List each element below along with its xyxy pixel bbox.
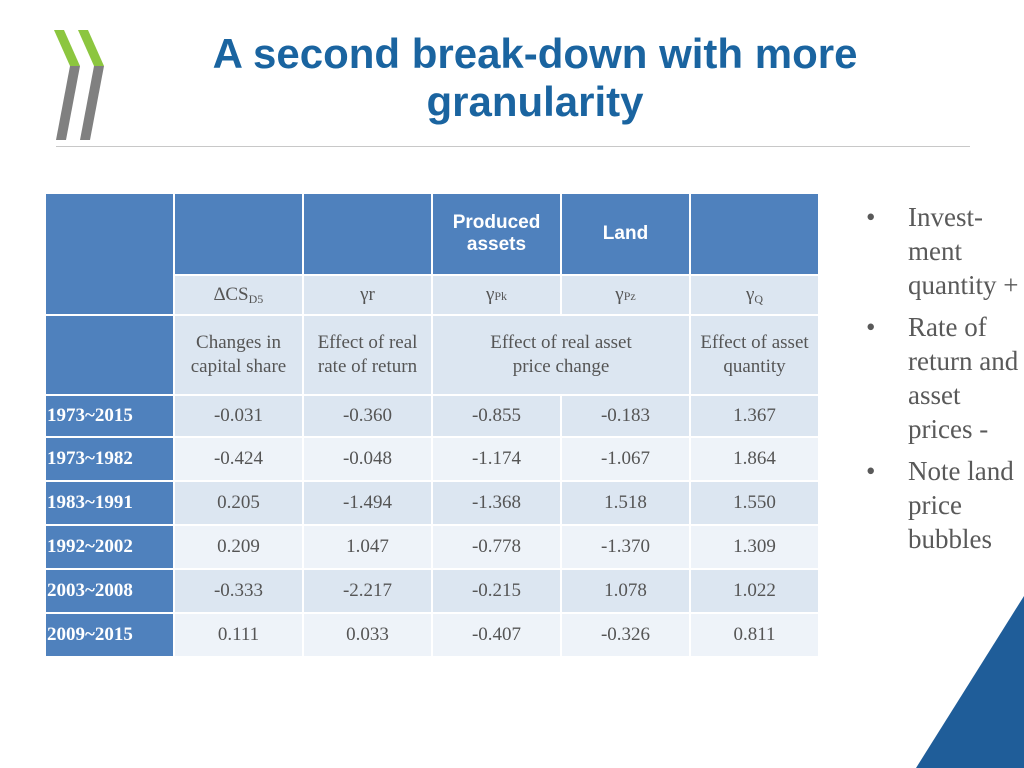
table-row — [45, 613, 819, 657]
row-period: 2003~2008 — [45, 569, 174, 613]
cell-value: -0.855 — [432, 395, 561, 437]
cell-value: -0.326 — [561, 613, 690, 657]
symbol-delta-cs — [174, 275, 303, 315]
decomposition-table — [44, 192, 820, 658]
corner-cell — [45, 193, 174, 315]
cell-value: 1.078 — [561, 569, 690, 613]
bullet-text: Rate of return and asset prices - — [908, 312, 1019, 444]
header-produced-assets: Produced assets — [432, 193, 561, 275]
title-line-2: granularity — [426, 78, 644, 125]
symbol-gamma-q — [690, 275, 819, 315]
cell-value: 1.864 — [690, 437, 819, 481]
description-row — [45, 315, 819, 395]
cell-value: -0.407 — [432, 613, 561, 657]
symbol-gamma-pk — [432, 275, 561, 315]
cell-value: -2.217 — [303, 569, 432, 613]
cell-value: 0.209 — [174, 525, 303, 569]
title-divider — [56, 146, 970, 147]
slide-title — [150, 30, 920, 126]
desc-asset-price — [432, 315, 690, 395]
cell-value: -0.183 — [561, 395, 690, 437]
cell-value: -1.370 — [561, 525, 690, 569]
desc-real-return: Effect of real rate of return — [303, 315, 432, 395]
table-row — [45, 481, 819, 525]
table-row — [45, 395, 819, 437]
cell-value: 0.811 — [690, 613, 819, 657]
desc-capital-share: Changes in capital share — [174, 315, 303, 395]
cell-value: -0.333 — [174, 569, 303, 613]
cell-value: -0.048 — [303, 437, 432, 481]
cell-value: -0.360 — [303, 395, 432, 437]
table-row — [45, 569, 819, 613]
bullet-text: Note land price bubbles — [908, 456, 1014, 554]
cell-value: 1.367 — [690, 395, 819, 437]
cell-value: 0.111 — [174, 613, 303, 657]
row-period: 1973~2015 — [45, 395, 174, 437]
symbol-text: ∆CS — [213, 283, 249, 305]
cell-value: -1.368 — [432, 481, 561, 525]
cell-value: 1.047 — [303, 525, 432, 569]
bullet-item — [866, 310, 1024, 446]
cell-value: 1.518 — [561, 481, 690, 525]
row-period: 1983~1991 — [45, 481, 174, 525]
description-corner-cell — [45, 315, 174, 395]
header-blank-cell — [174, 193, 303, 275]
cell-value: 0.205 — [174, 481, 303, 525]
bullet-marker: • — [866, 202, 876, 232]
header-blank-cell — [690, 193, 819, 275]
cell-value: 1.550 — [690, 481, 819, 525]
symbol-text: γr — [360, 284, 375, 305]
desc-asset-quantity: Effect of asset quantity — [690, 315, 819, 395]
cell-value: -1.067 — [561, 437, 690, 481]
bullet-list — [866, 200, 1024, 564]
row-period: 2009~2015 — [45, 613, 174, 657]
table-row — [45, 437, 819, 481]
desc-asset-price-text: Effect of real asset price change — [490, 332, 632, 377]
oecd-chevron-logo-icon — [52, 28, 112, 142]
cell-value: -0.215 — [432, 569, 561, 613]
symbol-gamma-pz — [561, 275, 690, 315]
cell-value: -1.174 — [432, 437, 561, 481]
bullet-item — [866, 200, 1024, 302]
cell-value: 1.309 — [690, 525, 819, 569]
symbol-subscript: D5 — [248, 291, 264, 306]
table-row — [45, 525, 819, 569]
title-line-1: A second break-down with more — [212, 30, 858, 77]
cell-value: -0.031 — [174, 395, 303, 437]
symbol-text: γ — [745, 283, 755, 305]
corner-triangle-decoration — [916, 596, 1024, 768]
cell-value: -0.778 — [432, 525, 561, 569]
bullet-marker: • — [866, 456, 876, 486]
header-land: Land — [561, 193, 690, 275]
row-period: 1973~1982 — [45, 437, 174, 481]
bullet-marker: • — [866, 312, 876, 342]
symbol-text: γ — [485, 284, 495, 305]
cell-value: 0.033 — [303, 613, 432, 657]
bullet-item — [866, 454, 1024, 556]
bullet-text: Invest-ment quantity + — [908, 202, 1019, 300]
row-period: 1992~2002 — [45, 525, 174, 569]
group-header-row — [45, 193, 819, 275]
cell-value: -1.494 — [303, 481, 432, 525]
symbol-subscript: Pz — [623, 289, 636, 303]
symbol-gamma-r — [303, 275, 432, 315]
cell-value: -0.424 — [174, 437, 303, 481]
cell-value: 1.022 — [690, 569, 819, 613]
symbol-text: γ — [615, 284, 624, 305]
symbol-subscript: Pk — [494, 289, 508, 303]
symbol-subscript: Q — [754, 291, 764, 306]
header-blank-cell — [303, 193, 432, 275]
